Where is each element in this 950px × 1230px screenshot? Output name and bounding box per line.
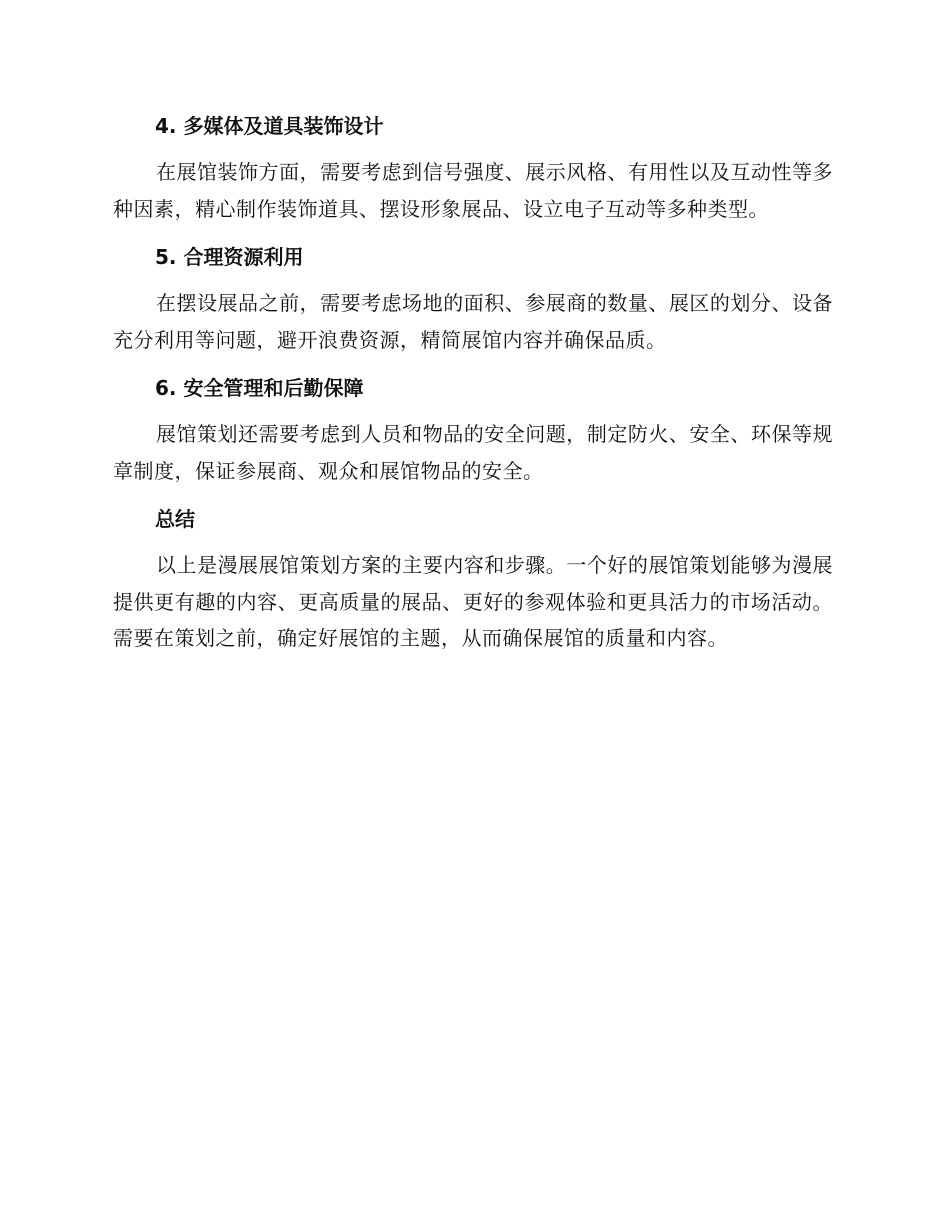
section-paragraph: 在摆设展品之前，需要考虑场地的面积、参展商的数量、展区的划分、设备充分利用等问题，避开浪费资源，精简展馆内容并确保品质。: [113, 291, 833, 352]
section-heading: 6. 安全管理和后勤保障: [155, 376, 364, 400]
section-paragraph: 以上是漫展展馆策划方案的主要内容和步骤。一个好的展馆策划能够为漫展提供更有趣的内容、更高质量的展品、更好的参观体验和更具活力的市场活动。需要在策划之前，确定好展馆的主题，从而确保展馆的质量和内容。: [113, 553, 833, 650]
section-heading: 5. 合理资源利用: [155, 245, 304, 269]
document-content: [113, 108, 833, 669]
section-multimedia-decoration: [113, 108, 833, 227]
section-safety-logistics: [113, 370, 833, 489]
section-paragraph: 在展馆装饰方面，需要考虑到信号强度、展示风格、有用性以及互动性等多种因素，精心制作装饰道具、摆设形象展品、设立电子互动等多种类型。: [113, 160, 833, 221]
section-paragraph: 展馆策划还需要考虑到人员和物品的安全问题，制定防火、安全、环保等规章制度，保证参展商、观众和展馆物品的安全。: [113, 422, 833, 483]
section-summary: [113, 501, 833, 657]
section-heading: 4. 多媒体及道具装饰设计: [155, 114, 384, 138]
section-heading: 总结: [155, 507, 195, 531]
section-resource-utilization: [113, 239, 833, 358]
